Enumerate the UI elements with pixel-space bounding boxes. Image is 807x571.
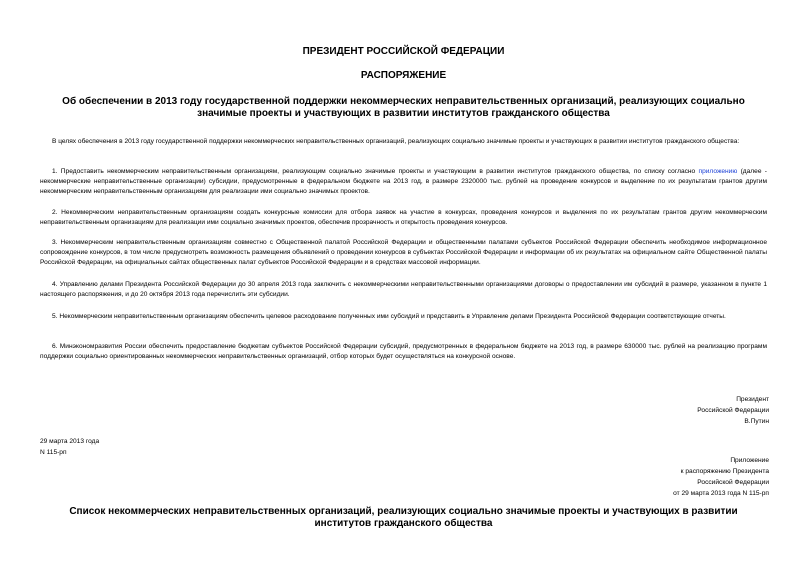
paragraph-4: 4. Управлению делами Президента Российской Федерации до 30 апреля 2013 года заключить с некоммерческими неправительственными организациями договоры о предоставлении им субсидий в размере, указанном в пункте 1 настоящего распоряжения, и до 20 октября 2013 года перечислить эти субсидии. [40, 281, 767, 298]
appendix-ref-line-1: к распоряжению Президента [680, 468, 769, 475]
document-number: N 115-рп [40, 449, 67, 456]
paragraph-1-text-start: 1. Предоставить некоммерческим неправительственным организациям, реализующим социально значимые проекты и участвующим в развитии институтов гражданского общества, по списку согласно [52, 168, 699, 175]
intro-paragraph: В целях обеспечения в 2013 году государственной поддержки некоммерческих неправительственных организаций, реализующих социально значимые проекты и участвующих в развитии институтов гражданского общества: [52, 138, 740, 145]
signature-country: Российской Федерации [697, 407, 769, 414]
signature-title: Президент [736, 396, 769, 403]
document-type-heading: РАСПОРЯЖЕНИЕ [360, 70, 447, 81]
appendix-label: Приложение [730, 457, 769, 464]
signature-name: В.Путин [744, 418, 769, 425]
paragraph-2: 2. Некоммерческим неправительственным организациям создать конкурсные комиссии для отбора заявок на участие в конкурсах, проведения конкурсов и выделения по их результатам грантов другим некоммерческим неправительственным организациям для реализации ими социально значимых проектов, обеспечив прозрачность и открытость проведения конкурсов. [40, 209, 767, 226]
document-date: 29 марта 2013 года [40, 438, 100, 445]
document-title: Об обеспечении в 2013 году государственной поддержки некоммерческих неправительственных организаций, реализующих социально значимые проекты и участвующих в развитии институтов гражданского общества [62, 96, 745, 119]
issuer-heading: ПРЕЗИДЕНТ РОССИЙСКОЙ ФЕДЕРАЦИИ [302, 46, 505, 57]
appendix-ref-line-2: Российской Федерации [697, 479, 769, 486]
paragraph-1-text-end: (далее - некоммерческие неправительственные организации) субсидии, предусмотренные в федеральном бюджете на 2013 год, в размере 2320000 тыс. рублей на проведение конкурсов и выделение по их результатам грантов другим некоммерческим неправительственным организациям для реализации ими социально значимых проектов. [40, 168, 767, 195]
signature-block [697, 394, 769, 427]
appendix-header [673, 455, 769, 499]
paragraph-1 [40, 167, 767, 197]
appendix-link[interactable]: приложению [698, 168, 738, 175]
paragraph-3: 3. Некоммерческим неправительственным организациям совместно с Общественной палатой Российской Федерации и общественными палатами субъектов Российской Федерации обеспечить необходимое информационное сопровождение конкурсов, в том числе предусмотреть возможность размещения объявлений о проведении конкурсов в субъектах Российской Федерации и информации об их результатах на официальном сайте Общественной палаты Российской Федерации, на официальных сайтах общественных палат субъектов Российской Федерации и в средствах массовой информации. [40, 239, 767, 266]
paragraph-6: 6. Минэкономразвития России обеспечить предоставление бюджетам субъектов Российской Федерации субсидий, предусмотренных в федеральном бюджете на 2013 год, в размере 630000 тыс. рублей на реализацию программ поддержки социально ориентированных некоммерческих неправительственных организаций, отбор которых будет осуществляться на конкурсной основе. [40, 343, 767, 360]
appendix-ref-line-3: от 29 марта 2013 года N 115-рп [673, 490, 769, 497]
document-meta [40, 436, 99, 458]
paragraph-5: 5. Некоммерческим неправительственным организациям обеспечить целевое расходование полученных ими субсидий и представить в Управление делами Президента Российской Федерации соответствующие отчеты. [52, 313, 726, 320]
appendix-title: Список некоммерческих неправительственных организаций, реализующих социально значимые проекты и участвующих в развитии институтов гражданского общества [69, 506, 738, 529]
